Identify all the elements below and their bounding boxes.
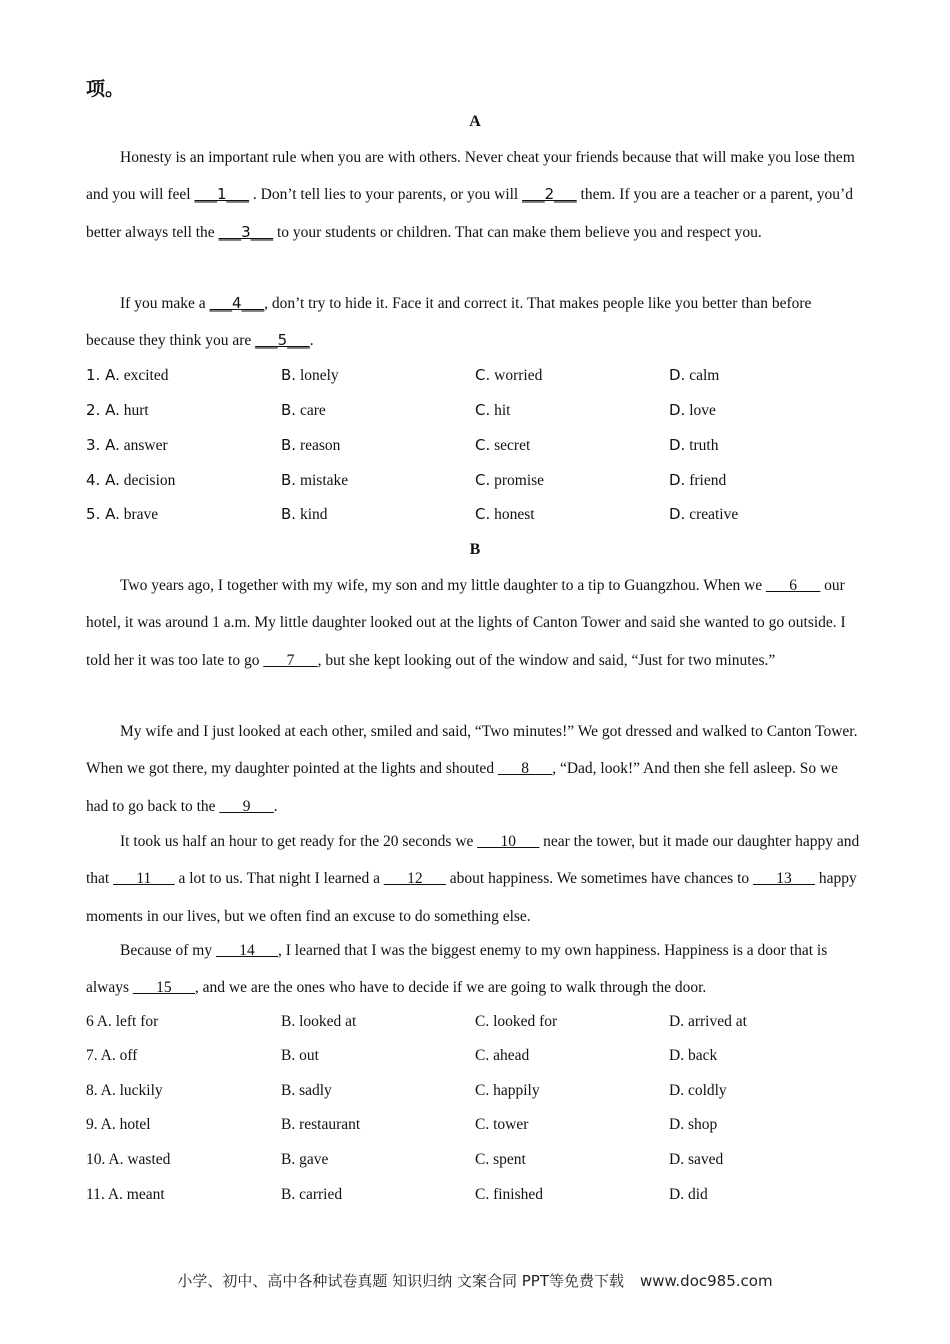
text-run: , I learned that I was the biggest enemy to my own happiness. Happiness is a door that is always <box>86 942 828 997</box>
blank-15: ___15___ <box>132 979 195 997</box>
blank-2: ___2___ <box>522 185 577 204</box>
option-c: C. happily <box>475 1082 540 1099</box>
option-b: kind <box>296 506 328 523</box>
text-run: a lot to us. That night I learned a <box>174 870 384 888</box>
option-a: 10. A. wasted <box>86 1151 171 1168</box>
question-number: 3. A. <box>86 436 120 454</box>
option-a: decision <box>119 472 176 489</box>
text-run: My wife and I just looked at each other, smiled and said, “Two minutes!” We got dressed and walked to Canton Tower. When we got there, my daughter pointed at the lights and shouted <box>86 723 858 778</box>
text-run: , but she kept looking out of the window and said, “Just for two minutes.” <box>317 651 776 669</box>
option-c-label: C. <box>475 436 491 454</box>
option-a: 7. A. off <box>86 1047 138 1064</box>
option-b: B. looked at <box>281 1013 357 1030</box>
option-d: D. coldly <box>669 1082 727 1099</box>
section-b-paragraph-4 <box>86 932 862 1007</box>
footer-url-link[interactable]: www.doc985.com <box>639 1272 773 1290</box>
option-b-label: B. <box>281 436 297 454</box>
text-run: about happiness. We sometimes have chances to <box>445 870 753 888</box>
text-run: , don’t try to hide it. Face it and correct it. That makes people like you better than before because they think you are <box>86 295 812 350</box>
section-b-paragraph-1 <box>86 567 862 679</box>
option-b: B. carried <box>281 1186 343 1203</box>
question-number: 4. A. <box>86 471 120 489</box>
option-d: D. arrived at <box>669 1013 747 1030</box>
option-d: love <box>685 402 716 419</box>
option-row-1 <box>86 366 862 400</box>
option-a: 9. A. hotel <box>86 1116 151 1133</box>
option-a: 6 A. left for <box>86 1013 159 1030</box>
option-a: excited <box>119 367 169 384</box>
text-run: Because of my <box>120 942 216 959</box>
blank-6: ___6___ <box>766 577 821 594</box>
option-b-label: B. <box>281 505 297 523</box>
option-d-label: D. <box>669 436 686 454</box>
question-number: 1. A. <box>86 366 120 384</box>
option-b: lonely <box>296 367 339 384</box>
section-a-title: A <box>469 113 481 130</box>
option-c-label: C. <box>475 366 491 384</box>
text-run: If you make a <box>120 295 210 312</box>
option-c: secret <box>490 437 531 454</box>
section-a-paragraph-1 <box>86 139 862 251</box>
option-row-2 <box>86 401 862 435</box>
option-row-10 <box>86 1151 862 1185</box>
option-d: creative <box>685 506 739 523</box>
text-run: . <box>309 332 314 350</box>
text-run: our hotel, it was around 1 a.m. My little daughter looked out at the lights of Canton Tower and said she wanted to go outside. I told her it was too late to go <box>86 577 846 669</box>
footer-text: 小学、初中、高中各种试卷真题 知识归纳 文案合同 PPT等免费下载 <box>177 1272 624 1290</box>
blank-10: ___10___ <box>477 833 540 850</box>
option-row-11 <box>86 1186 862 1220</box>
option-c: hit <box>490 402 511 419</box>
option-b: B. out <box>281 1047 319 1064</box>
option-c: C. tower <box>475 1116 529 1133</box>
text-run: , and we are the ones who have to decide if we are going to walk through the door. <box>194 979 707 997</box>
option-b: reason <box>296 437 341 454</box>
text-run: to your students or children. That can make them believe you and respect you. <box>273 223 762 241</box>
text-run: , “Dad, look!” And then she fell asleep. So we had to go back to the <box>86 760 839 815</box>
option-c-label: C. <box>475 505 491 523</box>
text-run: It took us half an hour to get ready for the 20 seconds we <box>120 833 478 850</box>
option-d: D. did <box>669 1186 708 1203</box>
option-d-label: D. <box>669 505 686 523</box>
option-d: calm <box>685 367 720 384</box>
option-row-6 <box>86 1013 862 1047</box>
blank-12: ___12___ <box>383 870 446 888</box>
blank-8: ___8___ <box>497 760 553 778</box>
option-d: D. back <box>669 1047 718 1064</box>
option-row-8 <box>86 1082 862 1116</box>
text-run: near the tower, but it made our daughter happy and that <box>86 833 860 888</box>
option-c: C. ahead <box>475 1047 530 1064</box>
option-a: 8. A. luckily <box>86 1082 163 1099</box>
blank-14: ___14___ <box>215 942 278 959</box>
text-run: Honesty is an important rule when you are with others. Never cheat your friends because that will make you lose them and you will feel <box>86 149 855 204</box>
option-row-7 <box>86 1047 862 1081</box>
section-b-title: B <box>469 541 481 558</box>
question-number: 2. A. <box>86 401 120 419</box>
blank-4: ___4___ <box>209 294 265 312</box>
section-b-paragraph-3 <box>86 823 862 935</box>
section-a-paragraph-2 <box>86 285 862 360</box>
blank-5: ___5___ <box>255 331 310 350</box>
text-run: . <box>273 797 278 815</box>
option-d-label: D. <box>669 471 686 489</box>
option-c-label: C. <box>475 401 491 419</box>
option-row-9 <box>86 1116 862 1150</box>
option-b: B. sadly <box>281 1082 332 1099</box>
option-b: mistake <box>296 472 349 489</box>
option-d: D. saved <box>669 1151 724 1168</box>
option-row-5 <box>86 505 862 539</box>
page-footer <box>0 1270 950 1291</box>
option-c: C. spent <box>475 1151 526 1168</box>
blank-3: ___3___ <box>218 222 274 241</box>
option-c: honest <box>490 506 535 523</box>
blank-9: ___9___ <box>219 797 274 815</box>
text-run: happy moments in our lives, but we often find an excuse to do something else. <box>86 870 857 925</box>
option-a: hurt <box>119 402 149 419</box>
option-a: brave <box>119 506 159 523</box>
option-row-4 <box>86 471 862 505</box>
option-row-3 <box>86 436 862 470</box>
option-b-label: B. <box>281 366 297 384</box>
option-c: C. looked for <box>475 1013 558 1030</box>
section-b-paragraph-2 <box>86 713 862 825</box>
option-d-label: D. <box>669 366 686 384</box>
option-b: B. gave <box>281 1151 329 1168</box>
option-d: D. shop <box>669 1116 718 1133</box>
option-a: answer <box>119 437 168 454</box>
option-c: worried <box>490 367 543 384</box>
option-d: truth <box>685 437 719 454</box>
option-d: friend <box>685 472 727 489</box>
blank-1: ___1___ <box>194 185 250 204</box>
option-c: promise <box>490 472 545 489</box>
option-b-label: B. <box>281 401 297 419</box>
option-a: 11. A. meant <box>86 1186 165 1203</box>
text-run: them. If you are a teacher or a parent, you’d better always tell the <box>86 186 853 241</box>
blank-11: ___11___ <box>113 870 175 888</box>
option-b: care <box>296 402 326 419</box>
option-c: C. finished <box>475 1186 544 1203</box>
option-d-label: D. <box>669 401 686 419</box>
option-b: B. restaurant <box>281 1116 361 1133</box>
text-run: . Don’t tell lies to your parents, or you will <box>249 186 523 204</box>
blank-13: ___13___ <box>753 870 815 888</box>
text-run: Two years ago, I together with my wife, my son and my little daughter to a tip to Guangzhou. When we <box>120 577 767 594</box>
option-c-label: C. <box>475 471 491 489</box>
blank-7: ___7___ <box>263 651 318 669</box>
heading-fragment: 项。 <box>86 78 125 100</box>
question-number: 5. A. <box>86 505 120 523</box>
option-b-label: B. <box>281 471 297 489</box>
